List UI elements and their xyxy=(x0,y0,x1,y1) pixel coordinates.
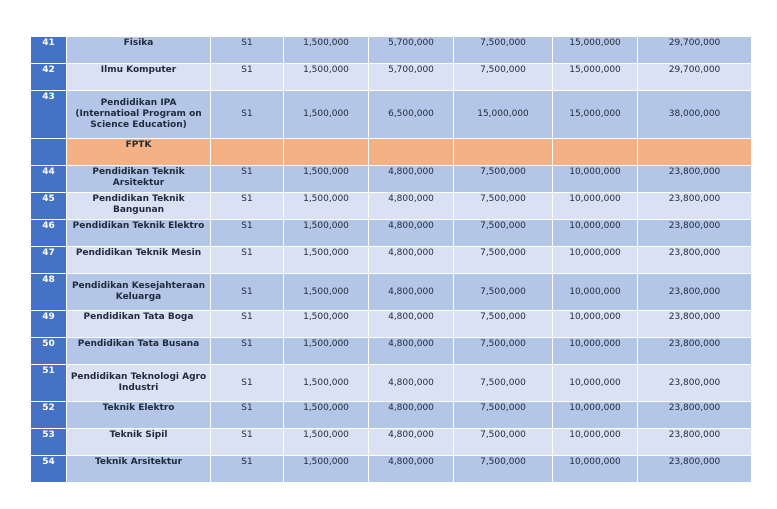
fee-column-4: 10,000,000 xyxy=(553,402,638,429)
degree-level: S1 xyxy=(211,193,284,220)
fee-column-4: 10,000,000 xyxy=(553,365,638,402)
table-row xyxy=(31,220,752,247)
fee-column-4: 10,000,000 xyxy=(553,311,638,338)
table-row xyxy=(31,311,752,338)
program-name: Teknik Arsitektur xyxy=(67,456,211,483)
fee-column-3: 15,000,000 xyxy=(454,91,553,139)
degree-level: S1 xyxy=(211,402,284,429)
program-name: Pendidikan Teknik Elektro xyxy=(67,220,211,247)
table-body xyxy=(31,37,752,483)
fee-column-3: 7,500,000 xyxy=(454,220,553,247)
row-number: 52 xyxy=(31,402,67,429)
fee-column-1: 1,500,000 xyxy=(284,402,369,429)
fee-total: 29,700,000 xyxy=(638,64,752,91)
table-row xyxy=(31,64,752,91)
empty-cell xyxy=(553,139,638,166)
table-row xyxy=(31,456,752,483)
fee-column-4: 15,000,000 xyxy=(553,64,638,91)
fee-column-2: 4,800,000 xyxy=(369,193,454,220)
row-number: 50 xyxy=(31,338,67,365)
fee-column-3: 7,500,000 xyxy=(454,456,553,483)
fee-column-3: 7,500,000 xyxy=(454,64,553,91)
fee-total: 38,000,000 xyxy=(638,91,752,139)
fee-column-2: 6,500,000 xyxy=(369,91,454,139)
fee-total: 23,800,000 xyxy=(638,365,752,402)
fee-column-1: 1,500,000 xyxy=(284,64,369,91)
fee-column-3: 7,500,000 xyxy=(454,193,553,220)
table-row xyxy=(31,429,752,456)
degree-level: S1 xyxy=(211,365,284,402)
fee-total: 23,800,000 xyxy=(638,311,752,338)
fee-column-1: 1,500,000 xyxy=(284,365,369,402)
fee-total: 23,800,000 xyxy=(638,274,752,311)
table-row xyxy=(31,338,752,365)
fee-total: 23,800,000 xyxy=(638,402,752,429)
fee-column-4: 10,000,000 xyxy=(553,220,638,247)
table-row xyxy=(31,37,752,64)
fee-total: 23,800,000 xyxy=(638,338,752,365)
program-name: Pendidikan Kesejahteraan Keluarga xyxy=(67,274,211,311)
fee-column-3: 7,500,000 xyxy=(454,274,553,311)
degree-level: S1 xyxy=(211,338,284,365)
degree-level: S1 xyxy=(211,456,284,483)
row-number: 46 xyxy=(31,220,67,247)
fee-column-2: 5,700,000 xyxy=(369,37,454,64)
fee-column-3: 7,500,000 xyxy=(454,402,553,429)
fee-column-3: 7,500,000 xyxy=(454,166,553,193)
fee-column-2: 4,800,000 xyxy=(369,247,454,274)
program-name: Pendidikan Teknologi Agro Industri xyxy=(67,365,211,402)
fee-column-1: 1,500,000 xyxy=(284,311,369,338)
fee-column-4: 10,000,000 xyxy=(553,166,638,193)
empty-cell xyxy=(284,139,369,166)
fee-column-1: 1,500,000 xyxy=(284,220,369,247)
program-name: Teknik Elektro xyxy=(67,402,211,429)
fee-column-1: 1,500,000 xyxy=(284,193,369,220)
degree-level: S1 xyxy=(211,37,284,64)
program-name: Ilmu Komputer xyxy=(67,64,211,91)
program-name: Pendidikan Tata Busana xyxy=(67,338,211,365)
fee-column-1: 1,500,000 xyxy=(284,247,369,274)
fee-column-1: 1,500,000 xyxy=(284,37,369,64)
degree-level: S1 xyxy=(211,247,284,274)
tuition-fee-table-container xyxy=(30,36,751,483)
empty-cell xyxy=(638,139,752,166)
fee-column-4: 10,000,000 xyxy=(553,429,638,456)
fee-column-4: 10,000,000 xyxy=(553,247,638,274)
fee-column-1: 1,500,000 xyxy=(284,166,369,193)
fee-column-2: 4,800,000 xyxy=(369,274,454,311)
table-row xyxy=(31,247,752,274)
fee-column-4: 10,000,000 xyxy=(553,338,638,365)
program-name: Pendidikan Teknik Arsitektur xyxy=(67,166,211,193)
row-number: 45 xyxy=(31,193,67,220)
program-name: Teknik Sipil xyxy=(67,429,211,456)
fee-column-1: 1,500,000 xyxy=(284,456,369,483)
fee-column-1: 1,500,000 xyxy=(284,338,369,365)
table-row xyxy=(31,274,752,311)
fee-total: 23,800,000 xyxy=(638,429,752,456)
empty-cell xyxy=(211,139,284,166)
fee-total: 23,800,000 xyxy=(638,193,752,220)
fee-column-2: 4,800,000 xyxy=(369,429,454,456)
program-name: Pendidikan IPA (Internatioal Program on Science Education) xyxy=(67,91,211,139)
program-name: Pendidikan Teknik Bangunan xyxy=(67,193,211,220)
table-row xyxy=(31,365,752,402)
fee-column-1: 1,500,000 xyxy=(284,274,369,311)
fee-column-2: 5,700,000 xyxy=(369,64,454,91)
fee-column-2: 4,800,000 xyxy=(369,456,454,483)
fee-total: 23,800,000 xyxy=(638,220,752,247)
fee-total: 23,800,000 xyxy=(638,247,752,274)
fee-column-4: 15,000,000 xyxy=(553,37,638,64)
row-number: 43 xyxy=(31,91,67,139)
row-number: 41 xyxy=(31,37,67,64)
empty-cell xyxy=(454,139,553,166)
degree-level: S1 xyxy=(211,429,284,456)
empty-cell xyxy=(31,139,67,166)
degree-level: S1 xyxy=(211,274,284,311)
program-name: Pendidikan Tata Boga xyxy=(67,311,211,338)
fee-column-2: 4,800,000 xyxy=(369,402,454,429)
degree-level: S1 xyxy=(211,220,284,247)
row-number: 49 xyxy=(31,311,67,338)
degree-level: S1 xyxy=(211,64,284,91)
fee-column-4: 10,000,000 xyxy=(553,274,638,311)
tuition-fee-table xyxy=(30,36,752,483)
row-number: 51 xyxy=(31,365,67,402)
program-name: Pendidikan Teknik Mesin xyxy=(67,247,211,274)
fee-column-4: 10,000,000 xyxy=(553,456,638,483)
fee-total: 29,700,000 xyxy=(638,37,752,64)
fee-total: 23,800,000 xyxy=(638,456,752,483)
fee-column-2: 4,800,000 xyxy=(369,365,454,402)
degree-level: S1 xyxy=(211,91,284,139)
row-number: 44 xyxy=(31,166,67,193)
table-row xyxy=(31,91,752,139)
empty-cell xyxy=(369,139,454,166)
fee-column-4: 10,000,000 xyxy=(553,193,638,220)
program-name: Fisika xyxy=(67,37,211,64)
fee-column-2: 4,800,000 xyxy=(369,338,454,365)
row-number: 53 xyxy=(31,429,67,456)
degree-level: S1 xyxy=(211,311,284,338)
table-row xyxy=(31,402,752,429)
fee-column-2: 4,800,000 xyxy=(369,220,454,247)
fee-column-1: 1,500,000 xyxy=(284,91,369,139)
section-header-row xyxy=(31,139,752,166)
row-number: 54 xyxy=(31,456,67,483)
degree-level: S1 xyxy=(211,166,284,193)
table-row xyxy=(31,193,752,220)
fee-column-2: 4,800,000 xyxy=(369,166,454,193)
fee-column-3: 7,500,000 xyxy=(454,429,553,456)
fee-column-4: 15,000,000 xyxy=(553,91,638,139)
fee-column-3: 7,500,000 xyxy=(454,365,553,402)
row-number: 47 xyxy=(31,247,67,274)
fee-column-3: 7,500,000 xyxy=(454,37,553,64)
fee-total: 23,800,000 xyxy=(638,166,752,193)
fee-column-3: 7,500,000 xyxy=(454,247,553,274)
row-number: 48 xyxy=(31,274,67,311)
fee-column-3: 7,500,000 xyxy=(454,338,553,365)
fee-column-3: 7,500,000 xyxy=(454,311,553,338)
section-title: FPTK xyxy=(67,139,211,166)
fee-column-1: 1,500,000 xyxy=(284,429,369,456)
table-row xyxy=(31,166,752,193)
fee-column-2: 4,800,000 xyxy=(369,311,454,338)
row-number: 42 xyxy=(31,64,67,91)
